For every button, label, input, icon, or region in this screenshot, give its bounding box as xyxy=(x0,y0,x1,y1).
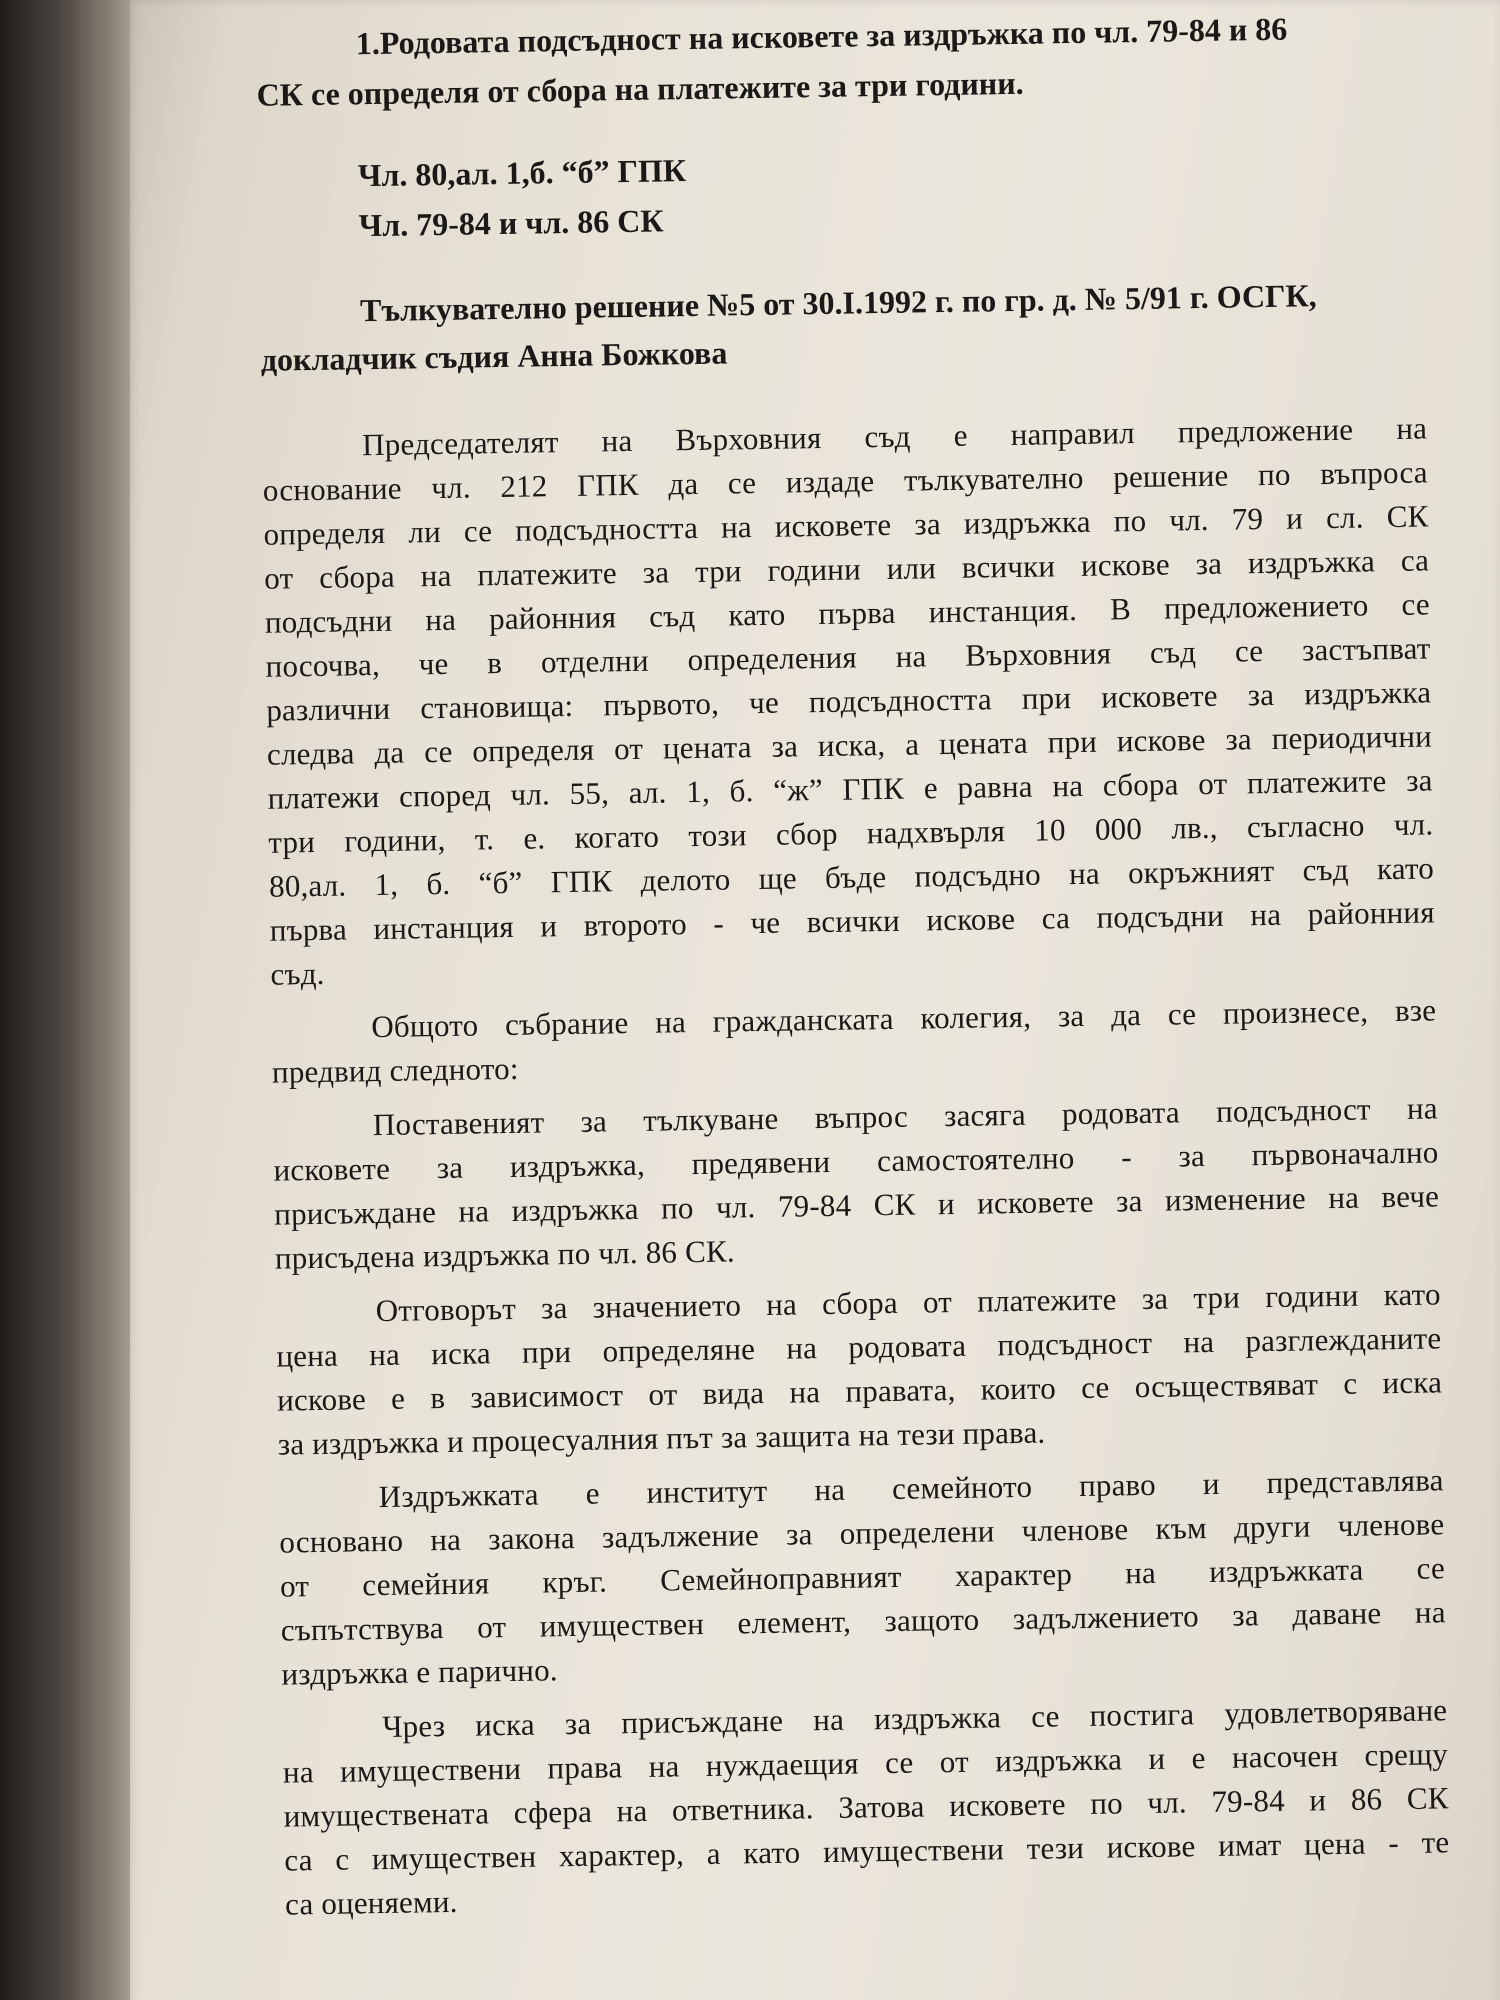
body-line: от сбора на платежите за три години или всички искове за издръжка са xyxy=(263,542,1430,596)
body-line: подсъдни на районния съд като първа инстанция. В предложението се xyxy=(264,586,1431,640)
body-line: съд. xyxy=(270,955,325,992)
body-line: платежи според чл. 55, ал. 1, б. “ж” ГПК е равна на сбора от платежите за xyxy=(267,762,1433,816)
body-line: присъждане на издръжка по чл. 79-84 СК и исковете за изменение на вече xyxy=(273,1178,1440,1232)
body-line: основано на закона задължение за определени членове към други членове xyxy=(279,1506,1445,1560)
body-line: присъдена издръжка по чл. 86 СК. xyxy=(274,1233,736,1276)
reference-line-1: Чл. 80,ал. 1,б. “б” ГПК xyxy=(357,152,687,194)
body-line: от семейния кръг. Семейноправният характер на издръжката се xyxy=(279,1550,1446,1604)
heading-line-1: 1.Родовата подсъдност на исковете за издръжка по чл. 79-84 и 86 xyxy=(355,10,1288,62)
decision-title-line-1: Тълкувателно решение №5 от 30.I.1992 г. по гр. д. № 5/91 г. ОСГК, xyxy=(359,277,1317,329)
body-line: са с имуществен характер, а като имуществени тези искове имат цена - те xyxy=(284,1824,1450,1878)
body-line: Поставеният за тълкуване въпрос засяга родовата подсъдност на xyxy=(372,1090,1438,1143)
body-line: определя ли се подсъдността на исковете за издръжка по чл. 79 и сл. СК xyxy=(263,498,1429,552)
body-line: посочва, че в отделни определения на Върховния съд се застъпват xyxy=(265,630,1431,684)
heading-line-2: СК се определя от сбора на платежите за три години. xyxy=(256,64,1024,113)
decision-title-line-2: докладчик съдия Анна Божкова xyxy=(260,334,728,378)
body-line: за издръжка и процесуалния път за защита на тези права. xyxy=(277,1414,1046,1462)
page-text xyxy=(180,0,1451,1990)
book-page xyxy=(130,0,1500,2000)
body-line: Отговорът за значението на сбора от платежите за три години като xyxy=(375,1276,1441,1329)
body-line: 80,ал. 1, б. “б” ГПК делото ще бъде подсъдно на окръжният съд като xyxy=(268,850,1435,904)
body-line: следва да се определя от цената за иска, а цената при искове за периодични xyxy=(266,718,1433,772)
body-line: цена на иска при определяне на родовата подсъдност на разглежданите xyxy=(276,1320,1442,1374)
body-line: са оценяеми. xyxy=(284,1883,458,1922)
book-gutter xyxy=(0,0,150,2000)
body-line: на имуществени права на нуждаещия се от издръжка и е насочен срещу xyxy=(282,1736,1449,1790)
body-line: основание чл. 212 ГПК да се издаде тълкувателно решение по въпроса xyxy=(262,454,1428,508)
body-line: Чрез иска за присъждане на издръжка се постига удовлетворяване xyxy=(382,1692,1448,1745)
body-line: издръжка е парично. xyxy=(281,1652,558,1692)
body-line: Издръжката е институт на семейното право и представлява xyxy=(378,1462,1444,1515)
reference-line-2: Чл. 79-84 и чл. 86 СК xyxy=(358,202,664,244)
body-line: различни становища: първото, че подсъдността при исковете за издръжка xyxy=(266,674,1432,728)
body-line: имуществената сфера на ответника. Затова исковете по чл. 79-84 и 86 СК xyxy=(283,1780,1449,1834)
body-line: Общото събрание на гражданската колегия, за да се произнесе, взе xyxy=(371,992,1437,1045)
body-line: предвид следното: xyxy=(271,1050,519,1090)
body-line: Председателят на Върховния съд е направил предложение на xyxy=(361,410,1428,463)
body-line: искове е в зависимост от вида на правата, които се осъществяват с иска xyxy=(276,1364,1443,1418)
body-line: съпътствува от имуществен елемент, защото задължението за даване на xyxy=(280,1594,1446,1648)
body-line: три години, т. е. когато този сбор надхвърля 10 000 лв., съгласно чл. xyxy=(268,806,1434,860)
body-line: първа инстанция и второто - че всички искове са подсъдни на районния xyxy=(269,894,1435,948)
body-line: исковете за издръжка, предявени самостоятелно - за първоначално xyxy=(273,1134,1439,1188)
